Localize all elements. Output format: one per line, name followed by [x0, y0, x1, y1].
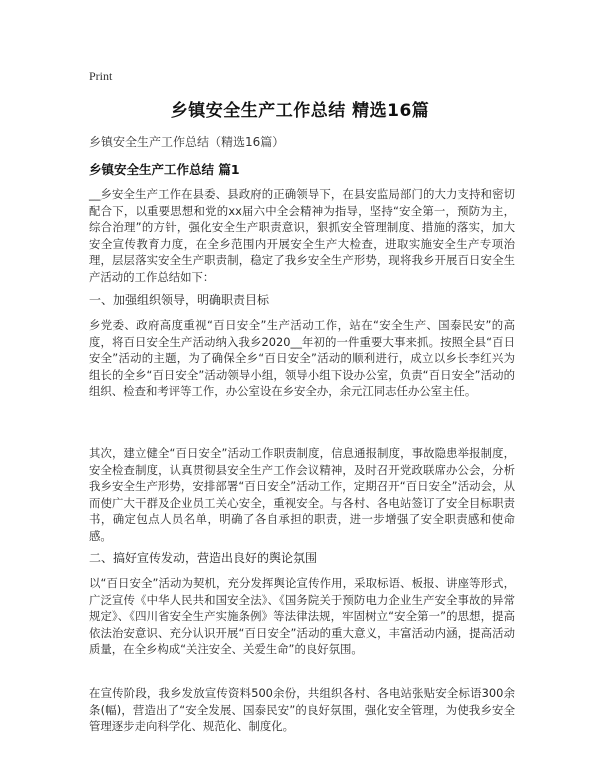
subheading-organization: 一、加强组织领导，明确职责目标: [89, 293, 270, 307]
page-title: 乡镇安全生产工作总结 精选16篇: [170, 101, 430, 121]
document-subtitle: 乡镇安全生产工作总结（精选16篇）: [89, 135, 285, 149]
paragraph-materials: 在宣传阶段，我乡发放宣传资料500余份，共组织各村、各电站张贴安全标语300余条(幅)，营造出了“安全发展、国泰民安”的良好氛围，强化安全管理，为使我乡安全管理逐步走向科学化、规范化、制度化。: [89, 686, 515, 733]
section-heading: 乡镇安全生产工作总结 篇1: [89, 162, 240, 177]
print-link[interactable]: Print: [89, 69, 113, 83]
paragraph-intro: __乡安全生产工作在县委、县政府的正确领导下，在县安监局部门的大力支持和密切配合下，以重要思想和党的xx届六中全会精神为指导，坚持“安全第一，预防为主，综合治理”的方针，强化安全生产职责意识，狠抓安全管理制度、措施的落实，加大安全宣传教育力度，在全乡范围内开展安全生产大检查，进取实施安全生产专项治理，层层落实安全生产职责制，稳定了我乡安全生产形势，现将我乡开展百日安全生产活动的工作总结如下：: [89, 187, 515, 284]
paragraph-leadership: 乡党委、政府高度重视“百日安全”生产活动工作，站在“安全生产、国泰民安”的高度，将百日安全生产活动纳入我乡2020__年初的一件重要大事来抓。按照全县“百日安全”活动的主题，为了确保全乡“百日安全”活动的顺利进行，成立以乡长李红兴为组长的全乡“百日安全”活动领导小组，领导小组下设办公室，负责“百日安全”活动的组织、检查和考评等工作，办公室设在乡安全办，余元江同志任办公室主任。: [89, 318, 515, 398]
subheading-publicity: 二、搞好宣传发动，营造出良好的舆论氛围: [89, 551, 318, 565]
paragraph-publicity: 以“百日安全”活动为契机，充分发挥舆论宣传作用，采取标语、板报、讲座等形式，广泛宣传《中华人民共和国安全法》、《国务院关于预防电力企业生产安全事故的异常规定》、《四川省安全生产实施条例》等法律法规，牢固树立“安全第一”的思想，提高依法治安意识、充分认识开展“百日安全”活动的重大意义，丰富活动内涵，提高活动质量，在全乡构成“关注安全、关爱生命”的良好氛围。: [89, 576, 515, 656]
paragraph-responsibility: 其次，建立健全“百日安全”活动工作职责制度，信息通报制度，事故隐患举报制度，安全检查制度，认真贯彻县安全生产工作会议精神，及时召开党政联席办公会，分析我乡安全生产形势，安排部署“百日安全”活动工作，定期召开“百日安全”活动会，从而使广大干群及企业员工关心安全，重视安全。与各村、各电站签订了安全目标职责书，确定包点人员名单，明确了各自承担的职责，进一步增强了安全职责感和使命感。: [89, 446, 515, 543]
